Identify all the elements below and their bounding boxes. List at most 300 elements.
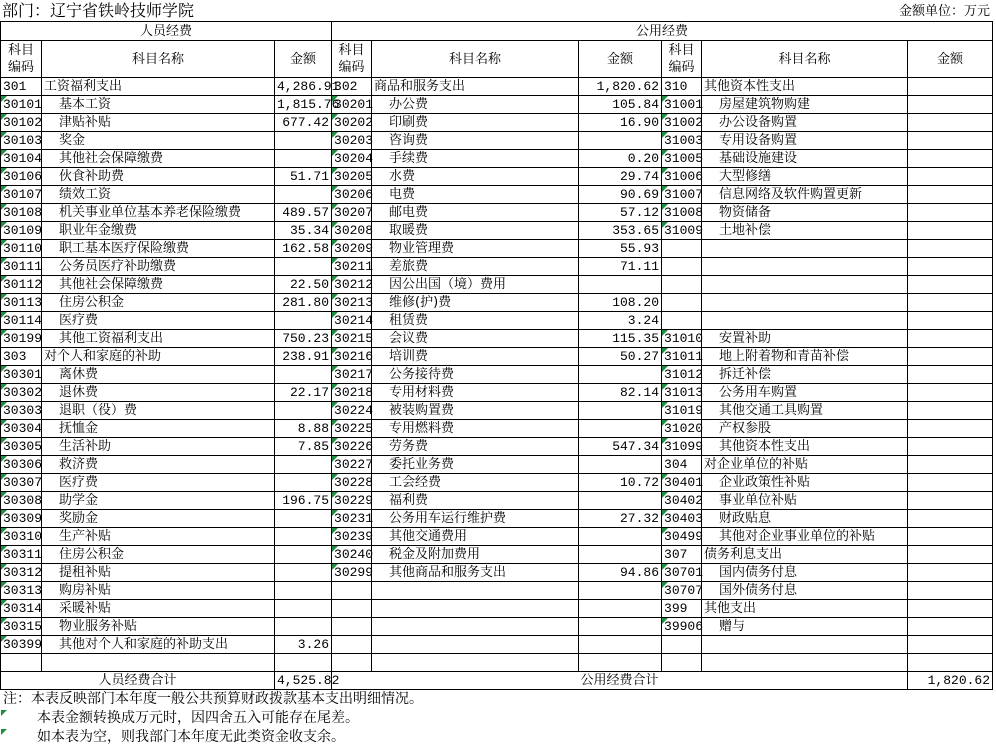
goods-services-name-cell[interactable]: 委托业务费: [372, 456, 579, 474]
personnel-code-cell[interactable]: 303: [1, 348, 42, 366]
personnel-code-cell[interactable]: 30108: [1, 204, 42, 222]
personnel-amount-cell[interactable]: 8.88: [275, 420, 332, 438]
goods-services-code-cell[interactable]: 30226: [332, 438, 372, 456]
personnel-name-cell[interactable]: 购房补贴: [42, 582, 275, 600]
capital-other-name-cell[interactable]: 其他资本性支出: [702, 78, 908, 96]
goods-services-amount-cell[interactable]: 50.27: [579, 348, 662, 366]
capital-other-name-cell[interactable]: 企业政策性补贴: [702, 474, 908, 492]
personnel-amount-cell[interactable]: [275, 132, 332, 150]
personnel-name-cell[interactable]: 奖金: [42, 132, 275, 150]
col-header-amount[interactable]: 金额: [908, 41, 993, 78]
capital-other-amount-cell[interactable]: [908, 240, 993, 258]
goods-services-amount-cell[interactable]: 27.32: [579, 510, 662, 528]
empty-cell[interactable]: [579, 654, 662, 672]
capital-other-amount-cell[interactable]: [908, 438, 993, 456]
capital-other-amount-cell[interactable]: [908, 456, 993, 474]
personnel-name-cell[interactable]: 离休费: [42, 366, 275, 384]
col-header-name[interactable]: 科目名称: [42, 41, 275, 78]
personnel-name-cell[interactable]: 物业服务补贴: [42, 618, 275, 636]
capital-other-name-cell[interactable]: 信息网络及软件购置更新: [702, 186, 908, 204]
goods-services-code-cell[interactable]: 30211: [332, 258, 372, 276]
personnel-name-cell[interactable]: 其他工资福利支出: [42, 330, 275, 348]
goods-services-amount-cell[interactable]: 94.86: [579, 564, 662, 582]
empty-cell[interactable]: [702, 654, 908, 672]
goods-services-code-cell[interactable]: 30229: [332, 492, 372, 510]
personnel-amount-cell[interactable]: [275, 258, 332, 276]
goods-services-name-cell[interactable]: 专用燃料费: [372, 420, 579, 438]
personnel-amount-cell[interactable]: [275, 456, 332, 474]
goods-services-name-cell[interactable]: 被装购置费: [372, 402, 579, 420]
goods-services-name-cell[interactable]: 公务用车运行维护费: [372, 510, 579, 528]
personnel-code-cell[interactable]: 30315: [1, 618, 42, 636]
personnel-name-cell[interactable]: 抚恤金: [42, 420, 275, 438]
capital-other-name-cell[interactable]: 债务利息支出: [702, 546, 908, 564]
capital-other-code-cell[interactable]: 31003: [662, 132, 702, 150]
personnel-name-cell[interactable]: 津贴补贴: [42, 114, 275, 132]
goods-services-code-cell[interactable]: [332, 582, 372, 600]
personnel-amount-cell[interactable]: [275, 600, 332, 618]
goods-services-amount-cell[interactable]: 10.72: [579, 474, 662, 492]
personnel-amount-cell[interactable]: 22.50: [275, 276, 332, 294]
goods-services-code-cell[interactable]: 30240: [332, 546, 372, 564]
capital-other-name-cell[interactable]: [702, 312, 908, 330]
goods-services-amount-cell[interactable]: [579, 546, 662, 564]
capital-other-code-cell[interactable]: 30701: [662, 564, 702, 582]
personnel-amount-cell[interactable]: 51.71: [275, 168, 332, 186]
col-header-code[interactable]: 科目 编码: [662, 41, 702, 78]
personnel-code-cell[interactable]: 30111: [1, 258, 42, 276]
goods-services-code-cell[interactable]: 30207: [332, 204, 372, 222]
capital-other-amount-cell[interactable]: [908, 276, 993, 294]
goods-services-amount-cell[interactable]: 353.65: [579, 222, 662, 240]
personnel-name-cell[interactable]: 退休费: [42, 384, 275, 402]
goods-services-name-cell[interactable]: 租赁费: [372, 312, 579, 330]
goods-services-name-cell[interactable]: 福利费: [372, 492, 579, 510]
goods-services-amount-cell[interactable]: 82.14: [579, 384, 662, 402]
group-header-public[interactable]: 公用经费: [332, 22, 993, 41]
goods-services-code-cell[interactable]: 30225: [332, 420, 372, 438]
capital-other-code-cell[interactable]: 307: [662, 546, 702, 564]
capital-other-code-cell[interactable]: 31020: [662, 420, 702, 438]
goods-services-code-cell[interactable]: 30205: [332, 168, 372, 186]
capital-other-amount-cell[interactable]: [908, 402, 993, 420]
personnel-name-cell[interactable]: 住房公积金: [42, 546, 275, 564]
capital-other-name-cell[interactable]: 赠与: [702, 618, 908, 636]
personnel-name-cell[interactable]: 住房公积金: [42, 294, 275, 312]
capital-other-name-cell[interactable]: 专用设备购置: [702, 132, 908, 150]
personnel-name-cell[interactable]: 公务员医疗补助缴费: [42, 258, 275, 276]
capital-other-amount-cell[interactable]: [908, 150, 993, 168]
capital-other-amount-cell[interactable]: [908, 204, 993, 222]
capital-other-amount-cell[interactable]: [908, 582, 993, 600]
goods-services-amount-cell[interactable]: [579, 276, 662, 294]
personnel-code-cell[interactable]: 30199: [1, 330, 42, 348]
capital-other-code-cell[interactable]: 31099: [662, 438, 702, 456]
goods-services-amount-cell[interactable]: [579, 600, 662, 618]
personnel-name-cell[interactable]: 提租补贴: [42, 564, 275, 582]
capital-other-name-cell[interactable]: [702, 240, 908, 258]
capital-other-code-cell[interactable]: [662, 240, 702, 258]
goods-services-amount-cell[interactable]: 16.90: [579, 114, 662, 132]
empty-cell[interactable]: [42, 654, 275, 672]
personnel-name-cell[interactable]: 职业年金缴费: [42, 222, 275, 240]
goods-services-amount-cell[interactable]: [579, 420, 662, 438]
capital-other-name-cell[interactable]: 公务用车购置: [702, 384, 908, 402]
personnel-name-cell[interactable]: 绩效工资: [42, 186, 275, 204]
goods-services-name-cell[interactable]: 其他交通费用: [372, 528, 579, 546]
personnel-total-label[interactable]: 人员经费合计: [1, 672, 275, 690]
goods-services-code-cell[interactable]: 30216: [332, 348, 372, 366]
goods-services-name-cell[interactable]: 商品和服务支出: [372, 78, 579, 96]
goods-services-name-cell[interactable]: 差旅费: [372, 258, 579, 276]
personnel-amount-cell[interactable]: 196.75: [275, 492, 332, 510]
personnel-name-cell[interactable]: 采暖补贴: [42, 600, 275, 618]
goods-services-amount-cell[interactable]: [579, 528, 662, 546]
goods-services-code-cell[interactable]: 30204: [332, 150, 372, 168]
personnel-code-cell[interactable]: 30314: [1, 600, 42, 618]
empty-cell[interactable]: [275, 654, 332, 672]
capital-other-code-cell[interactable]: 30401: [662, 474, 702, 492]
capital-other-code-cell[interactable]: 31002: [662, 114, 702, 132]
goods-services-amount-cell[interactable]: 547.34: [579, 438, 662, 456]
goods-services-amount-cell[interactable]: [579, 492, 662, 510]
personnel-code-cell[interactable]: 30305: [1, 438, 42, 456]
capital-other-code-cell[interactable]: 31006: [662, 168, 702, 186]
personnel-name-cell[interactable]: 退职（役）费: [42, 402, 275, 420]
capital-other-name-cell[interactable]: 大型修缮: [702, 168, 908, 186]
goods-services-name-cell[interactable]: 税金及附加费用: [372, 546, 579, 564]
capital-other-name-cell[interactable]: 对企业单位的补贴: [702, 456, 908, 474]
capital-other-code-cell[interactable]: 31009: [662, 222, 702, 240]
capital-other-name-cell[interactable]: 其他资本性支出: [702, 438, 908, 456]
capital-other-amount-cell[interactable]: [908, 492, 993, 510]
personnel-code-cell[interactable]: 30113: [1, 294, 42, 312]
goods-services-code-cell[interactable]: 30228: [332, 474, 372, 492]
goods-services-amount-cell[interactable]: [579, 366, 662, 384]
goods-services-name-cell[interactable]: 手续费: [372, 150, 579, 168]
personnel-code-cell[interactable]: 30310: [1, 528, 42, 546]
capital-other-code-cell[interactable]: 30402: [662, 492, 702, 510]
goods-services-name-cell[interactable]: 劳务费: [372, 438, 579, 456]
goods-services-name-cell[interactable]: 公务接待费: [372, 366, 579, 384]
goods-services-name-cell[interactable]: 邮电费: [372, 204, 579, 222]
goods-services-code-cell[interactable]: 30218: [332, 384, 372, 402]
capital-other-name-cell[interactable]: [702, 276, 908, 294]
personnel-amount-cell[interactable]: 22.17: [275, 384, 332, 402]
personnel-code-cell[interactable]: 30302: [1, 384, 42, 402]
capital-other-amount-cell[interactable]: [908, 222, 993, 240]
personnel-code-cell[interactable]: 30313: [1, 582, 42, 600]
goods-services-code-cell[interactable]: 30215: [332, 330, 372, 348]
personnel-name-cell[interactable]: 其他社会保障缴费: [42, 276, 275, 294]
capital-other-code-cell[interactable]: 31019: [662, 402, 702, 420]
capital-other-amount-cell[interactable]: [908, 420, 993, 438]
capital-other-amount-cell[interactable]: [908, 114, 993, 132]
goods-services-code-cell[interactable]: 30231: [332, 510, 372, 528]
personnel-amount-cell[interactable]: [275, 186, 332, 204]
goods-services-name-cell[interactable]: 其他商品和服务支出: [372, 564, 579, 582]
capital-other-amount-cell[interactable]: [908, 636, 993, 654]
goods-services-amount-cell[interactable]: [579, 132, 662, 150]
empty-cell[interactable]: [1, 654, 42, 672]
personnel-amount-cell[interactable]: 35.34: [275, 222, 332, 240]
personnel-code-cell[interactable]: 30303: [1, 402, 42, 420]
capital-other-amount-cell[interactable]: [908, 294, 993, 312]
capital-other-code-cell[interactable]: 31013: [662, 384, 702, 402]
capital-other-name-cell[interactable]: 办公设备购置: [702, 114, 908, 132]
personnel-amount-cell[interactable]: 489.57: [275, 204, 332, 222]
personnel-name-cell[interactable]: 救济费: [42, 456, 275, 474]
personnel-name-cell[interactable]: 工资福利支出: [42, 78, 275, 96]
capital-other-amount-cell[interactable]: [908, 132, 993, 150]
personnel-code-cell[interactable]: 30312: [1, 564, 42, 582]
note-line[interactable]: 注：本表反映部门本年度一般公共预算财政拨款基本支出明细情况。: [3, 691, 423, 707]
goods-services-name-cell[interactable]: [372, 618, 579, 636]
goods-services-code-cell[interactable]: 30212: [332, 276, 372, 294]
goods-services-name-cell[interactable]: 物业管理费: [372, 240, 579, 258]
goods-services-name-cell[interactable]: 办公费: [372, 96, 579, 114]
personnel-name-cell[interactable]: 其他社会保障缴费: [42, 150, 275, 168]
personnel-code-cell[interactable]: 30307: [1, 474, 42, 492]
goods-services-name-cell[interactable]: 因公出国（境）费用: [372, 276, 579, 294]
personnel-amount-cell[interactable]: 162.58: [275, 240, 332, 258]
capital-other-name-cell[interactable]: 房屋建筑物购建: [702, 96, 908, 114]
personnel-amount-cell[interactable]: [275, 312, 332, 330]
note-line[interactable]: 如本表为空，则我部门本年度无此类资金收支余。: [0, 728, 992, 747]
personnel-name-cell[interactable]: 生产补贴: [42, 528, 275, 546]
personnel-amount-cell[interactable]: [275, 150, 332, 168]
personnel-code-cell[interactable]: 30399: [1, 636, 42, 654]
goods-services-amount-cell[interactable]: 115.35: [579, 330, 662, 348]
amount-unit-label[interactable]: 金额单位：万元: [898, 4, 990, 19]
goods-services-code-cell[interactable]: 30217: [332, 366, 372, 384]
capital-other-code-cell[interactable]: 30707: [662, 582, 702, 600]
capital-other-amount-cell[interactable]: [908, 510, 993, 528]
capital-other-code-cell[interactable]: 399: [662, 600, 702, 618]
personnel-name-cell[interactable]: 医疗费: [42, 312, 275, 330]
personnel-code-cell[interactable]: 30102: [1, 114, 42, 132]
goods-services-code-cell[interactable]: 30224: [332, 402, 372, 420]
capital-other-name-cell[interactable]: [702, 636, 908, 654]
capital-other-amount-cell[interactable]: [908, 618, 993, 636]
personnel-name-cell[interactable]: 其他对个人和家庭的补助支出: [42, 636, 275, 654]
goods-services-amount-cell[interactable]: 57.12: [579, 204, 662, 222]
goods-services-code-cell[interactable]: 302: [332, 78, 372, 96]
capital-other-code-cell[interactable]: [662, 312, 702, 330]
goods-services-amount-cell[interactable]: [579, 456, 662, 474]
goods-services-amount-cell[interactable]: [579, 636, 662, 654]
personnel-name-cell[interactable]: 基本工资: [42, 96, 275, 114]
goods-services-amount-cell[interactable]: 71.11: [579, 258, 662, 276]
public-total-amount[interactable]: 1,820.62: [908, 672, 993, 690]
personnel-name-cell[interactable]: 助学金: [42, 492, 275, 510]
capital-other-amount-cell[interactable]: [908, 366, 993, 384]
goods-services-name-cell[interactable]: [372, 582, 579, 600]
personnel-code-cell[interactable]: 30306: [1, 456, 42, 474]
personnel-code-cell[interactable]: 30301: [1, 366, 42, 384]
goods-services-name-cell[interactable]: 工会经费: [372, 474, 579, 492]
goods-services-code-cell[interactable]: 30239: [332, 528, 372, 546]
capital-other-name-cell[interactable]: 事业单位补贴: [702, 492, 908, 510]
empty-cell[interactable]: [372, 654, 579, 672]
empty-cell[interactable]: [332, 654, 372, 672]
capital-other-amount-cell[interactable]: [908, 348, 993, 366]
capital-other-name-cell[interactable]: 其他支出: [702, 600, 908, 618]
capital-other-name-cell[interactable]: 基础设施建设: [702, 150, 908, 168]
goods-services-code-cell[interactable]: 30201: [332, 96, 372, 114]
capital-other-amount-cell[interactable]: [908, 474, 993, 492]
capital-other-code-cell[interactable]: 31012: [662, 366, 702, 384]
personnel-amount-cell[interactable]: [275, 618, 332, 636]
capital-other-name-cell[interactable]: 拆迁补偿: [702, 366, 908, 384]
note-line[interactable]: 本表金额转换成万元时，因四舍五入可能存在尾差。: [0, 709, 992, 728]
goods-services-name-cell[interactable]: 水费: [372, 168, 579, 186]
capital-other-amount-cell[interactable]: [908, 330, 993, 348]
goods-services-name-cell[interactable]: 咨询费: [372, 132, 579, 150]
personnel-amount-cell[interactable]: 677.42: [275, 114, 332, 132]
goods-services-amount-cell[interactable]: 105.84: [579, 96, 662, 114]
goods-services-amount-cell[interactable]: 3.24: [579, 312, 662, 330]
capital-other-code-cell[interactable]: 310: [662, 78, 702, 96]
goods-services-code-cell[interactable]: 30208: [332, 222, 372, 240]
goods-services-code-cell[interactable]: 30227: [332, 456, 372, 474]
capital-other-amount-cell[interactable]: [908, 78, 993, 96]
capital-other-code-cell[interactable]: [662, 636, 702, 654]
personnel-amount-cell[interactable]: [275, 582, 332, 600]
personnel-name-cell[interactable]: 机关事业单位基本养老保险缴费: [42, 204, 275, 222]
personnel-name-cell[interactable]: 生活补助: [42, 438, 275, 456]
personnel-total-amount[interactable]: 4,525.82: [275, 672, 332, 690]
capital-other-code-cell[interactable]: [662, 294, 702, 312]
capital-other-name-cell[interactable]: 国内债务付息: [702, 564, 908, 582]
goods-services-amount-cell[interactable]: [579, 402, 662, 420]
personnel-name-cell[interactable]: 奖励金: [42, 510, 275, 528]
capital-other-name-cell[interactable]: [702, 258, 908, 276]
personnel-name-cell[interactable]: 职工基本医疗保险缴费: [42, 240, 275, 258]
capital-other-amount-cell[interactable]: [908, 96, 993, 114]
capital-other-name-cell[interactable]: 物资储备: [702, 204, 908, 222]
goods-services-name-cell[interactable]: 取暖费: [372, 222, 579, 240]
department-title[interactable]: 部门：辽宁省铁岭技师学院: [2, 1, 195, 20]
col-header-amount[interactable]: 金额: [275, 41, 332, 78]
empty-cell[interactable]: [662, 654, 702, 672]
goods-services-amount-cell[interactable]: [579, 582, 662, 600]
capital-other-amount-cell[interactable]: [908, 168, 993, 186]
personnel-amount-cell[interactable]: [275, 564, 332, 582]
goods-services-name-cell[interactable]: 会议费: [372, 330, 579, 348]
personnel-code-cell[interactable]: 30309: [1, 510, 42, 528]
goods-services-name-cell[interactable]: 印刷费: [372, 114, 579, 132]
capital-other-amount-cell[interactable]: [908, 258, 993, 276]
goods-services-name-cell[interactable]: 电费: [372, 186, 579, 204]
personnel-code-cell[interactable]: 30107: [1, 186, 42, 204]
personnel-amount-cell[interactable]: [275, 528, 332, 546]
goods-services-code-cell[interactable]: [332, 618, 372, 636]
goods-services-code-cell[interactable]: [332, 636, 372, 654]
goods-services-name-cell[interactable]: [372, 636, 579, 654]
personnel-code-cell[interactable]: 301: [1, 78, 42, 96]
goods-services-name-cell[interactable]: 培训费: [372, 348, 579, 366]
goods-services-amount-cell[interactable]: 0.20: [579, 150, 662, 168]
capital-other-amount-cell[interactable]: [908, 564, 993, 582]
personnel-amount-cell[interactable]: 1,815.76: [275, 96, 332, 114]
capital-other-code-cell[interactable]: 31008: [662, 204, 702, 222]
capital-other-amount-cell[interactable]: [908, 600, 993, 618]
goods-services-amount-cell[interactable]: 90.69: [579, 186, 662, 204]
goods-services-name-cell[interactable]: [372, 600, 579, 618]
personnel-amount-cell[interactable]: 281.80: [275, 294, 332, 312]
personnel-amount-cell[interactable]: 4,286.91: [275, 78, 332, 96]
capital-other-amount-cell[interactable]: [908, 384, 993, 402]
goods-services-name-cell[interactable]: 维修(护)费: [372, 294, 579, 312]
goods-services-code-cell[interactable]: 30214: [332, 312, 372, 330]
capital-other-name-cell[interactable]: 土地补偿: [702, 222, 908, 240]
capital-other-code-cell[interactable]: 31007: [662, 186, 702, 204]
personnel-name-cell[interactable]: 对个人和家庭的补助: [42, 348, 275, 366]
capital-other-code-cell[interactable]: 30403: [662, 510, 702, 528]
personnel-amount-cell[interactable]: [275, 474, 332, 492]
goods-services-code-cell[interactable]: 30213: [332, 294, 372, 312]
personnel-code-cell[interactable]: 30103: [1, 132, 42, 150]
personnel-code-cell[interactable]: 30308: [1, 492, 42, 510]
capital-other-amount-cell[interactable]: [908, 546, 993, 564]
capital-other-amount-cell[interactable]: [908, 312, 993, 330]
goods-services-code-cell[interactable]: 30299: [332, 564, 372, 582]
capital-other-name-cell[interactable]: 其他交通工具购置: [702, 402, 908, 420]
personnel-amount-cell[interactable]: [275, 510, 332, 528]
personnel-amount-cell[interactable]: 7.85: [275, 438, 332, 456]
capital-other-name-cell[interactable]: 产权参股: [702, 420, 908, 438]
personnel-amount-cell[interactable]: 750.23: [275, 330, 332, 348]
goods-services-code-cell[interactable]: 30206: [332, 186, 372, 204]
col-header-code[interactable]: 科目 编码: [332, 41, 372, 78]
capital-other-amount-cell[interactable]: [908, 528, 993, 546]
personnel-name-cell[interactable]: 医疗费: [42, 474, 275, 492]
personnel-amount-cell[interactable]: 3.26: [275, 636, 332, 654]
capital-other-name-cell[interactable]: 安置补助: [702, 330, 908, 348]
goods-services-code-cell[interactable]: 30202: [332, 114, 372, 132]
goods-services-amount-cell[interactable]: 55.93: [579, 240, 662, 258]
goods-services-amount-cell[interactable]: [579, 618, 662, 636]
personnel-code-cell[interactable]: 30304: [1, 420, 42, 438]
personnel-code-cell[interactable]: 30311: [1, 546, 42, 564]
capital-other-code-cell[interactable]: 31010: [662, 330, 702, 348]
col-header-amount[interactable]: 金额: [579, 41, 662, 78]
capital-other-name-cell[interactable]: 其他对企业事业单位的补贴: [702, 528, 908, 546]
goods-services-amount-cell[interactable]: 1,820.62: [579, 78, 662, 96]
col-header-code[interactable]: 科目 编码: [1, 41, 42, 78]
empty-cell[interactable]: [908, 654, 993, 672]
personnel-amount-cell[interactable]: [275, 546, 332, 564]
capital-other-code-cell[interactable]: [662, 276, 702, 294]
personnel-amount-cell[interactable]: [275, 366, 332, 384]
capital-other-code-cell[interactable]: 304: [662, 456, 702, 474]
capital-other-code-cell[interactable]: 31011: [662, 348, 702, 366]
goods-services-amount-cell[interactable]: 29.74: [579, 168, 662, 186]
capital-other-amount-cell[interactable]: [908, 186, 993, 204]
personnel-code-cell[interactable]: 30106: [1, 168, 42, 186]
goods-services-amount-cell[interactable]: 108.20: [579, 294, 662, 312]
capital-other-name-cell[interactable]: 国外债务付息: [702, 582, 908, 600]
capital-other-code-cell[interactable]: [662, 258, 702, 276]
capital-other-name-cell[interactable]: 地上附着物和青苗补偿: [702, 348, 908, 366]
personnel-code-cell[interactable]: 30112: [1, 276, 42, 294]
personnel-code-cell[interactable]: 30110: [1, 240, 42, 258]
capital-other-code-cell[interactable]: 31001: [662, 96, 702, 114]
col-header-name[interactable]: 科目名称: [372, 41, 579, 78]
goods-services-code-cell[interactable]: 30203: [332, 132, 372, 150]
group-header-personnel[interactable]: 人员经费: [1, 22, 332, 41]
